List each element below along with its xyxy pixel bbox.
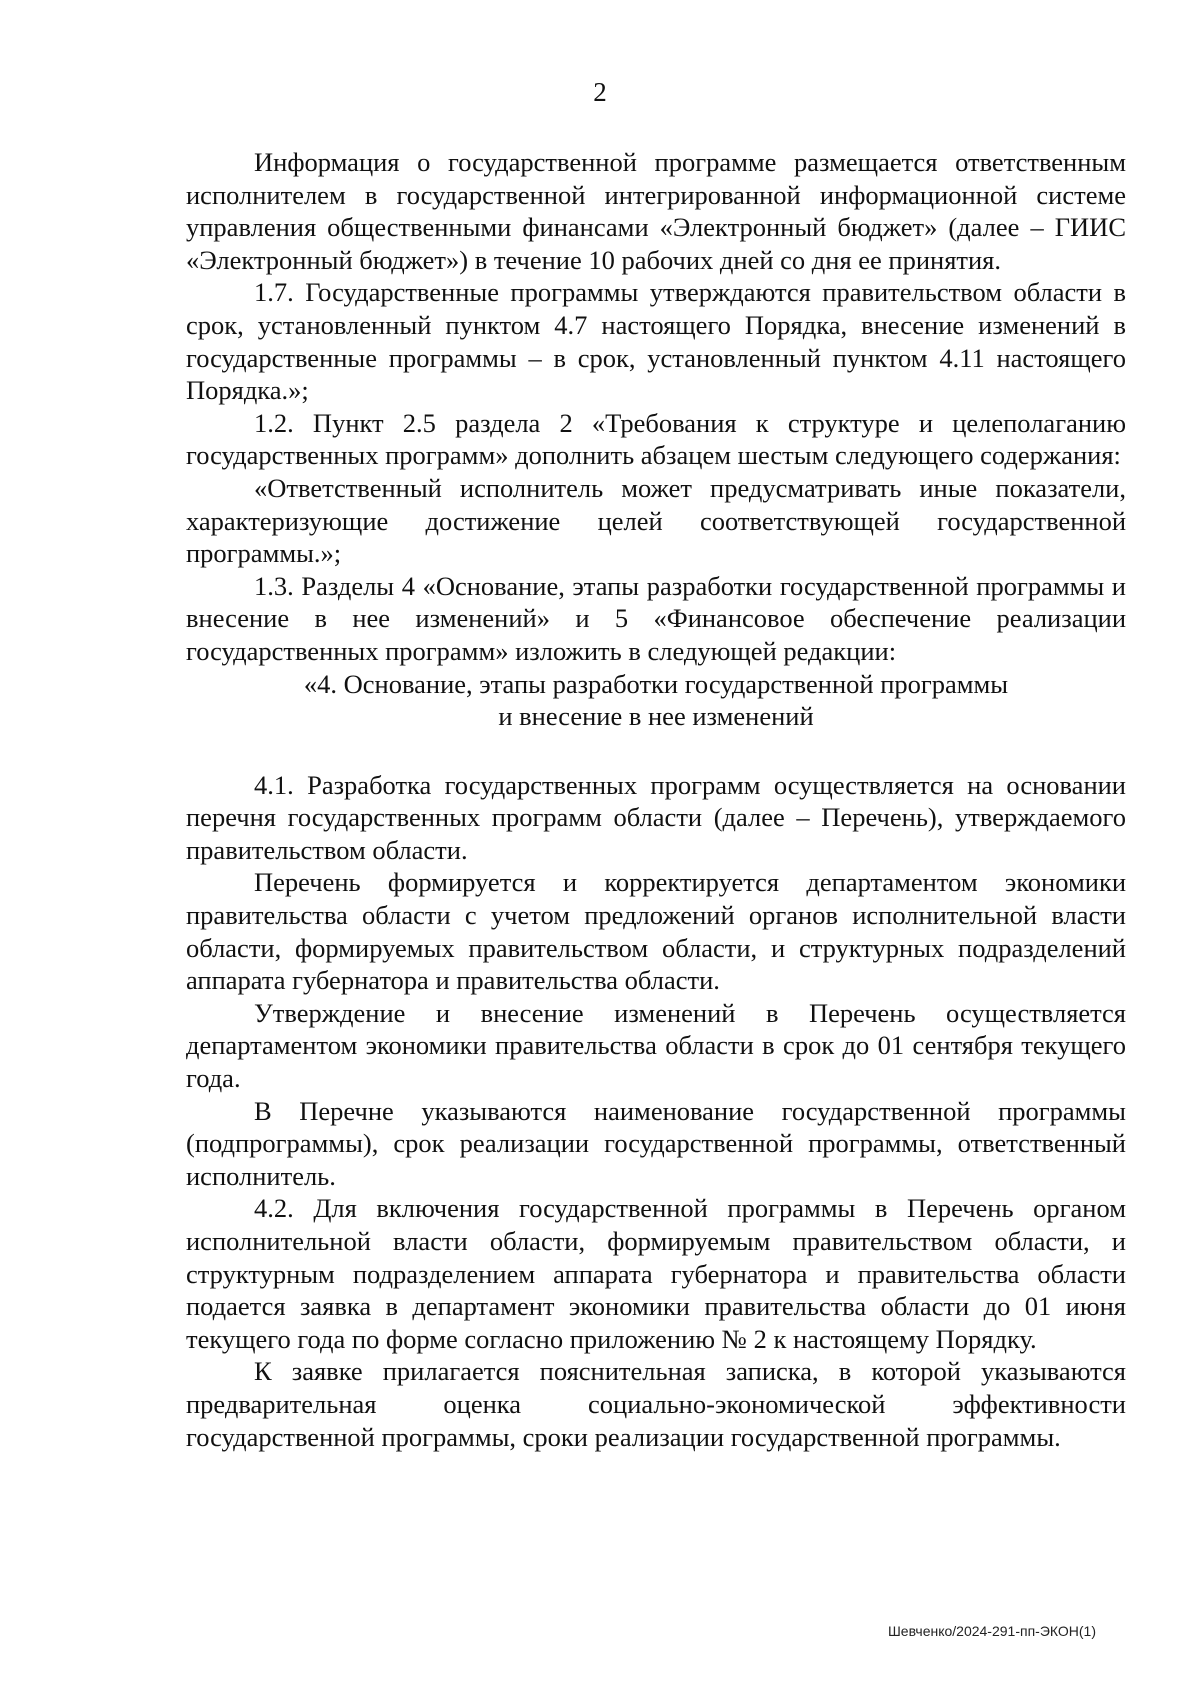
paragraph-4-1: 4.1. Разработка государственных программ осуществляется на основании перечня государственных программ области (далее – Перечень), утверждаемого правительством области. — [186, 769, 1126, 865]
paragraph-1-3: 1.3. Разделы 4 «Основание, этапы разработки государственной программы и внесение в нее изменений» и 5 «Финансовое обеспечение реализации государственных программ» изложить в следующей редакции: — [186, 570, 1126, 666]
section-heading-line1: «4. Основание, этапы разработки государственной программы — [303, 668, 1009, 699]
section-heading-line2: и внесение в нее изменений — [498, 701, 814, 732]
paragraph-4-2: 4.2. Для включения государственной программы в Перечень органом исполнительной власти области, формируемым правительством области, и структурным подразделением аппарата губернатора и правительства области подается заявка в департамент экономики правительства области до 01 июня текущего года по форме согласно приложению № 2 к настоящему Порядку. — [186, 1193, 1126, 1354]
page-number: 2 — [593, 77, 607, 107]
paragraph-1-2: 1.2. Пункт 2.5 раздела 2 «Требования к структуре и целеполаганию государственных программ» дополнить абзацем шестым следующего содержания: — [186, 407, 1126, 471]
paragraph-quote-indicators: «Ответственный исполнитель может предусматривать иные показатели, характеризующие достижение целей соответствующей государственной программы.»; — [186, 472, 1126, 569]
footer-reference: Шевченко/2024-291-пп-ЭКОН(1) — [887, 1623, 1096, 1639]
paragraph-info-placement: Информация о государственной программе размещается ответственным исполнителем в государственной интегрированной информационной системе управления общественными финансами «Электронный бюджет» (далее – ГИИС «Электронный бюджет») в течение 10 рабочих дней со дня ее принятия. — [186, 147, 1126, 275]
paragraph-1-7: 1.7. Государственные программы утверждаются правительством области в срок, установленный пунктом 4.7 настоящего Порядка, внесение изменений в государственные программы – в срок, установленный пунктом 4.11 настоящего Порядка.»; — [186, 277, 1126, 406]
document-body — [186, 146, 1126, 1453]
paragraph-explanatory-note: К заявке прилагается пояснительная записка, в которой указываются предварительная оценка социально-экономической эффективности государственной программы, сроки реализации государственной программы. — [186, 1356, 1126, 1452]
heading-spacer — [186, 733, 1126, 769]
paragraph-list-approval: Утверждение и внесение изменений в Перечень осуществляется департаментом экономики правительства области в срок до 01 сентября текущего года. — [186, 997, 1126, 1094]
paragraph-list-formation: Перечень формируется и корректируется департаментом экономики правительства области с учетом предложений органов исполнительной власти области, формируемых правительством области, и структурных подразделений аппарата губернатора и правительства области. — [186, 867, 1126, 996]
paragraph-list-contents: В Перечне указываются наименование государственной программы (подпрограммы), срок реализации государственной программы, ответственный исполнитель. — [186, 1095, 1126, 1191]
